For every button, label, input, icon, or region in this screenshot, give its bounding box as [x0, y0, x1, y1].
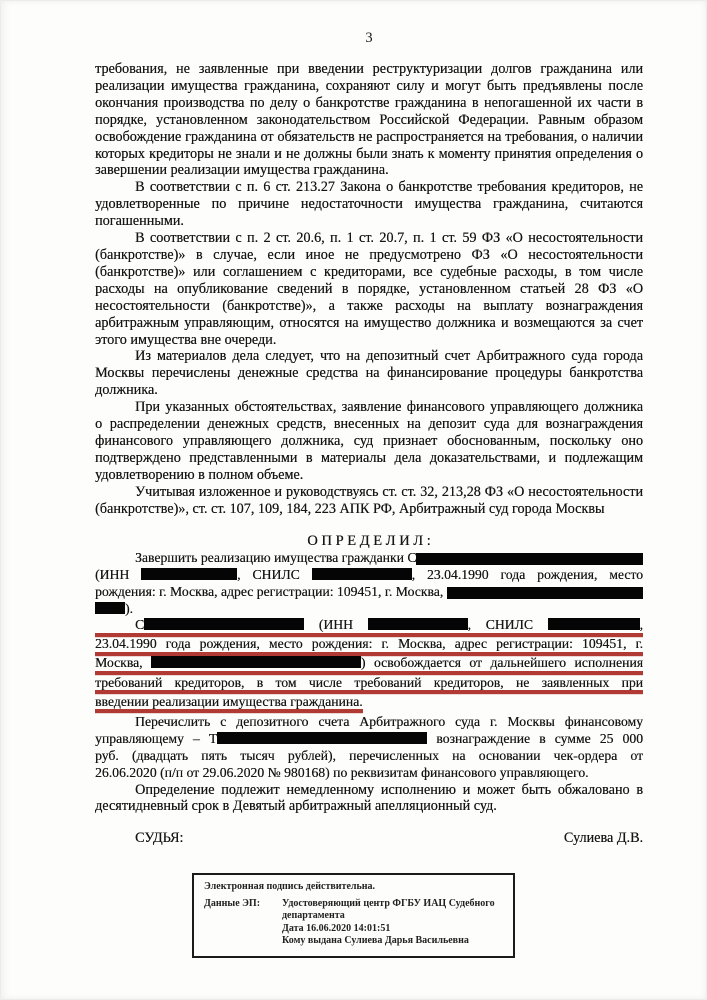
resolution-heading: О П Р Е Д Е Л И Л : — [307, 533, 431, 550]
text-run: Учитывая изложенное и руководствуясь ст. ст. 32, 213,28 ФЗ «О несостоятельности (банкротстве)», ст. ст. 107, 109, 184, 223 АПК РФ, Арбитражный суд города Москвы — [95, 483, 643, 517]
paragraph-lines — [95, 618, 643, 710]
stamp-details — [282, 898, 505, 948]
document-body-bottom — [95, 550, 643, 815]
stamp-title: Электронная подпись действительна. — [204, 881, 376, 893]
document-line — [95, 748, 643, 765]
text-run: вознаграждение в сумме 25 000 — [427, 730, 643, 746]
redaction-bar — [151, 656, 361, 668]
stamp-detail-authority: Удостоверяющий центр ФГБУ ИАЦ Судебного департамента — [282, 897, 495, 922]
text-run: , СНИЛС — [467, 618, 548, 633]
text-run: ). — [125, 601, 133, 617]
underlined-document-line — [95, 695, 363, 711]
document-line — [95, 584, 643, 601]
document-line — [95, 601, 643, 618]
text-run: 23.04.1990 года рождения, место рождения: г. Москва, адрес регистрации: 109451, г. — [95, 637, 643, 652]
document-line — [95, 714, 643, 731]
text-run: Определение подлежит немедленному исполнению и может быть обжаловано в десятидневный срок в Девятый арбитражный апелляционный суд. — [95, 781, 643, 815]
document-page — [95, 30, 643, 958]
text-run: требований кредиторов, в том числе требований кредиторов, не заявленных при — [95, 675, 643, 690]
text-run: ) освобождается от дальнейшего исполнения — [360, 656, 643, 671]
paragraph — [95, 348, 643, 399]
text-run: (ИНН — [95, 567, 142, 583]
paragraph — [95, 61, 643, 179]
paragraph — [95, 179, 643, 230]
text-run: управляющему – Т — [95, 730, 218, 746]
text-run: , 23.04.1990 года рождения, место — [411, 567, 643, 583]
redaction-bar — [447, 587, 643, 599]
text-run: 26.06.2020 (п/п от 29.06.2020 № 980168) по реквизитам финансового управляющего. — [95, 764, 589, 780]
page-number: 3 — [365, 30, 373, 46]
document-line — [95, 765, 643, 782]
judge-signature-row — [95, 830, 643, 847]
document-line — [95, 731, 643, 748]
redaction-bar — [548, 618, 640, 630]
paragraph — [95, 782, 643, 816]
text-run: В соответствии с п. 2 ст. 20.6, п. 1 ст. 20.7, п. 1 ст. 59 ФЗ «О несостоятельности (банкротстве)» в случае, если иное не предусмотрено ФЗ «О несостоятельности (банкротстве)» или соглашением с кредиторами, все судебные расходы, в том числе расходы на опубликование сведений в порядке, установленном статьей 28 ФЗ «О несостоятельности (банкротстве)», а также расходы на выплату вознаграждения арбитражным управляющим, относятся на имущество должника и возмещаются за счет этого имущества вне очереди. — [95, 230, 643, 348]
text-run: Из материалов дела следует, что на депозитный счет Арбитражного суда города Москвы перечислены денежные средства на финансирование процедуры банкротства должника. — [95, 348, 643, 399]
text-run: (ИНН — [304, 618, 368, 633]
redaction-bar — [368, 618, 468, 630]
text-run: , СНИЛС — [237, 567, 312, 583]
paragraph-lines — [95, 714, 643, 782]
stamp-data-row — [204, 898, 505, 948]
underlined-document-line — [95, 618, 643, 634]
text-run: С — [135, 618, 145, 633]
text-run: введении реализации имущества гражданина. — [95, 694, 363, 709]
text-run: Москва, — [95, 656, 151, 671]
stamp-detail-issued-to: Кому выдана Сулиева Дарья Васильевна — [282, 935, 469, 947]
judge-name: Сулиева Д.В. — [563, 830, 643, 847]
paragraph-lines — [95, 550, 643, 618]
underlined-document-line — [95, 637, 643, 653]
redaction-bar — [416, 553, 643, 565]
text-run: требования, не заявленные при введении реструктуризации долгов гражданина или реализации имущества гражданина, сохраняют силу и могут быть предъявлены после окончания производства по делу о банкротстве гражданина в непогашенной их части в порядке, установленном законодательством Российской Федерации. Равным образом освобождение гражданина от обязательств не распространяется на требования, о наличии которых кредиторы не знали и не должны были знать к моменту принятия определения о завершении реализации имущества гражданина. — [95, 61, 643, 179]
document-line — [95, 550, 643, 567]
redaction-bar — [144, 618, 304, 630]
redaction-bar — [95, 602, 125, 614]
stamp-label: Данные ЭП: — [204, 897, 261, 909]
redaction-bar — [217, 732, 427, 744]
paragraph — [95, 230, 643, 348]
judge-label: СУДЬЯ: — [135, 830, 184, 847]
document-body-top — [95, 61, 643, 517]
text-run: руб. (двадцать пять тысяч рублей), перечисленных на основании чек-ордера от — [95, 747, 643, 763]
text-run: , — [639, 618, 643, 633]
text-run: Перечислить с депозитного счета Арбитражного суда г. Москвы финансовому — [135, 713, 643, 729]
text-run: В соответствии с п. 6 ст. 213.27 Закона о банкротстве требования кредиторов, не удовлетворенные по причине недостаточности имущества гражданина, считаются погашенными. — [95, 179, 643, 230]
stamp-detail-date: Дата 16.06.2020 14:01:51 — [282, 922, 391, 934]
text-run: При указанных обстоятельствах, заявление финансового управляющего должника о распределении денежных средств, внесенных на депозит суда для вознаграждения финансового управляющего должника, суд признает обоснованным, поскольку оно подтверждено представленными в материалы дела доказательствами, и подлежащим удовлетворению в полном объеме. — [95, 399, 643, 483]
paragraph — [95, 484, 643, 518]
signature-stamp — [192, 873, 515, 958]
paragraph — [95, 399, 643, 484]
text-run: рождения: г. Москва, адрес регистрации: 109451, г. Москва, — [95, 584, 447, 600]
document-line — [95, 567, 643, 584]
redaction-bar — [141, 568, 237, 580]
underlined-document-line — [95, 656, 643, 672]
underlined-document-line — [95, 676, 643, 692]
redaction-bar — [312, 568, 412, 580]
text-run: Завершить реализацию имущества гражданки С — [135, 550, 417, 566]
